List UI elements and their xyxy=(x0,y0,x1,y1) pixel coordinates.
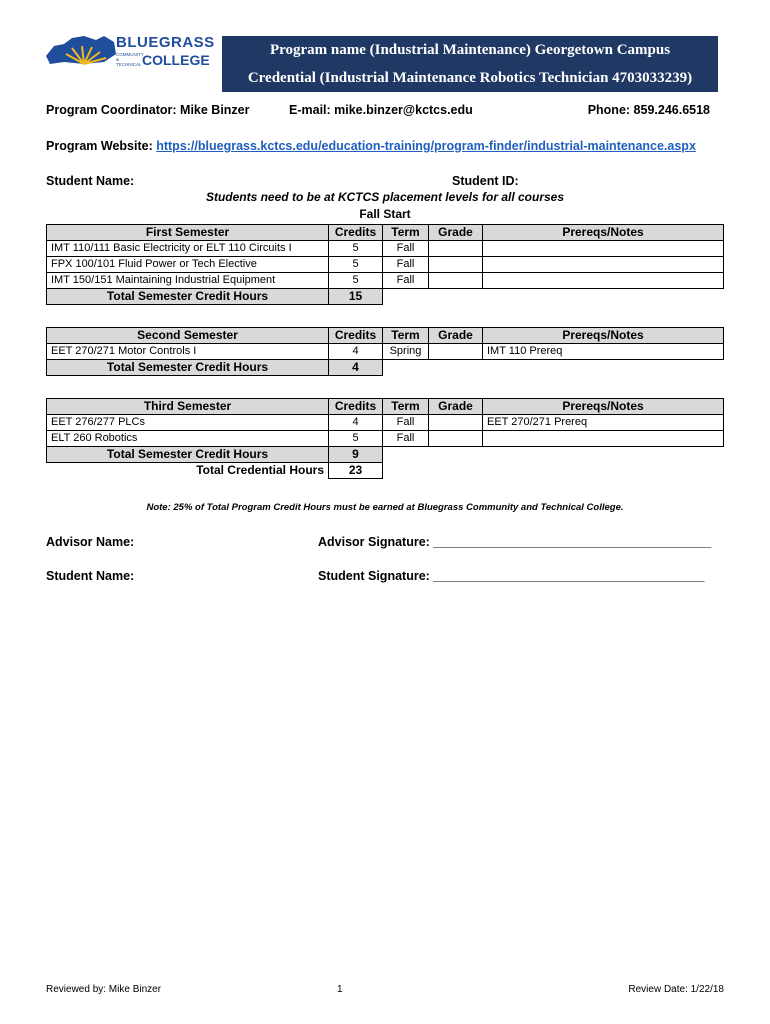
course-credits: 5 xyxy=(329,257,383,273)
course-credits: 5 xyxy=(329,273,383,289)
course-name: EET 270/271 Motor Controls I xyxy=(47,344,329,360)
college-logo xyxy=(44,32,220,72)
table-row xyxy=(47,431,724,447)
course-notes[interactable] xyxy=(483,273,724,289)
advisor-name-label: Advisor Name: xyxy=(46,535,135,549)
logo-text-college: COLLEGE xyxy=(142,52,210,68)
semester-title: Third Semester xyxy=(47,399,329,415)
notes-header: Prereqs/Notes xyxy=(483,328,724,344)
course-credits: 5 xyxy=(329,431,383,447)
course-term: Fall xyxy=(383,415,429,431)
course-term: Fall xyxy=(383,273,429,289)
first-semester-table xyxy=(46,224,724,305)
term-header: Term xyxy=(383,225,429,241)
credits-header: Credits xyxy=(329,328,383,344)
course-grade[interactable] xyxy=(429,415,483,431)
student-name-field-label: Student Name: xyxy=(46,569,135,583)
course-name: IMT 110/111 Basic Electricity or ELT 110 Circuits I xyxy=(47,241,329,257)
course-notes[interactable] xyxy=(483,257,724,273)
semester-total: 4 xyxy=(329,360,383,376)
course-grade[interactable] xyxy=(429,257,483,273)
grade-header: Grade xyxy=(429,225,483,241)
notes-header: Prereqs/Notes xyxy=(483,225,724,241)
logo-text-community: COMMUNITY & TECHNICAL xyxy=(116,52,144,67)
advisor-signature-line[interactable]: Advisor Signature: ________________________________________ xyxy=(318,535,712,549)
course-grade[interactable] xyxy=(429,273,483,289)
course-name: IMT 150/151 Maintaining Industrial Equipment xyxy=(47,273,329,289)
course-term: Spring xyxy=(383,344,429,360)
semester-total-label: Total Semester Credit Hours xyxy=(47,289,329,305)
logo-text-bluegrass: BLUEGRASS xyxy=(116,34,215,51)
program-title-banner xyxy=(222,36,718,92)
third-semester-table xyxy=(46,398,724,479)
course-grade[interactable] xyxy=(429,431,483,447)
program-website xyxy=(46,139,696,153)
table-row xyxy=(47,241,724,257)
coordinator: Program Coordinator: Mike Binzer xyxy=(46,103,250,117)
course-notes[interactable]: EET 270/271 Prereq xyxy=(483,415,724,431)
website-link[interactable]: https://bluegrass.kctcs.edu/education-training/program-finder/industrial-maintenance.aspx xyxy=(156,139,696,153)
website-label: Program Website: xyxy=(46,139,157,153)
phone: Phone: 859.246.6518 xyxy=(587,103,710,117)
credential-total-label: Total Credential Hours xyxy=(196,463,324,478)
credential-total: 23 xyxy=(329,463,383,479)
start-term: Fall Start xyxy=(359,207,411,221)
course-credits: 4 xyxy=(329,415,383,431)
term-header: Term xyxy=(383,399,429,415)
course-notes[interactable] xyxy=(483,241,724,257)
semester-total: 9 xyxy=(329,447,383,463)
course-name: EET 276/277 PLCs xyxy=(47,415,329,431)
review-date: Review Date: 1/22/18 xyxy=(628,984,724,995)
credits-header: Credits xyxy=(329,399,383,415)
student-id-label: Student ID: xyxy=(452,174,519,188)
course-term: Fall xyxy=(383,241,429,257)
placement-note: Students need to be at KCTCS placement levels for all courses xyxy=(205,190,565,204)
table-row xyxy=(47,415,724,431)
table-row xyxy=(47,273,724,289)
course-name: ELT 260 Robotics xyxy=(47,431,329,447)
course-notes[interactable] xyxy=(483,431,724,447)
program-name: Program name (Industrial Maintenance) Georgetown Campus xyxy=(269,42,671,58)
table-row xyxy=(47,257,724,273)
semester-total: 15 xyxy=(329,289,383,305)
credential-name: Credential (Industrial Maintenance Robotics Technician 4703033239) xyxy=(247,70,693,86)
grade-header: Grade xyxy=(429,328,483,344)
notes-header: Prereqs/Notes xyxy=(483,399,724,415)
second-semester-table xyxy=(46,327,724,376)
student-signature-line[interactable]: Student Signature: _______________________________________ xyxy=(318,569,705,583)
grade-header: Grade xyxy=(429,399,483,415)
course-grade[interactable] xyxy=(429,344,483,360)
semester-title: Second Semester xyxy=(47,328,329,344)
credits-header: Credits xyxy=(329,225,383,241)
table-row xyxy=(47,344,724,360)
semester-title: First Semester xyxy=(47,225,329,241)
email: E-mail: mike.binzer@kctcs.edu xyxy=(289,103,473,117)
course-name: FPX 100/101 Fluid Power or Tech Elective xyxy=(47,257,329,273)
semester-total-label: Total Semester Credit Hours xyxy=(47,360,329,376)
student-name-label: Student Name: xyxy=(46,174,135,188)
reviewed-by: Reviewed by: Mike Binzer xyxy=(46,984,162,995)
term-header: Term xyxy=(383,328,429,344)
course-term: Fall xyxy=(383,257,429,273)
course-term: Fall xyxy=(383,431,429,447)
course-credits: 4 xyxy=(329,344,383,360)
semester-total-label: Total Semester Credit Hours xyxy=(47,447,329,463)
course-grade[interactable] xyxy=(429,241,483,257)
page-number: 1 xyxy=(337,984,343,995)
residency-note: Note: 25% of Total Program Credit Hours must be earned at Bluegrass Community and Technical College. xyxy=(146,502,624,513)
course-credits: 5 xyxy=(329,241,383,257)
course-notes[interactable]: IMT 110 Prereq xyxy=(483,344,724,360)
